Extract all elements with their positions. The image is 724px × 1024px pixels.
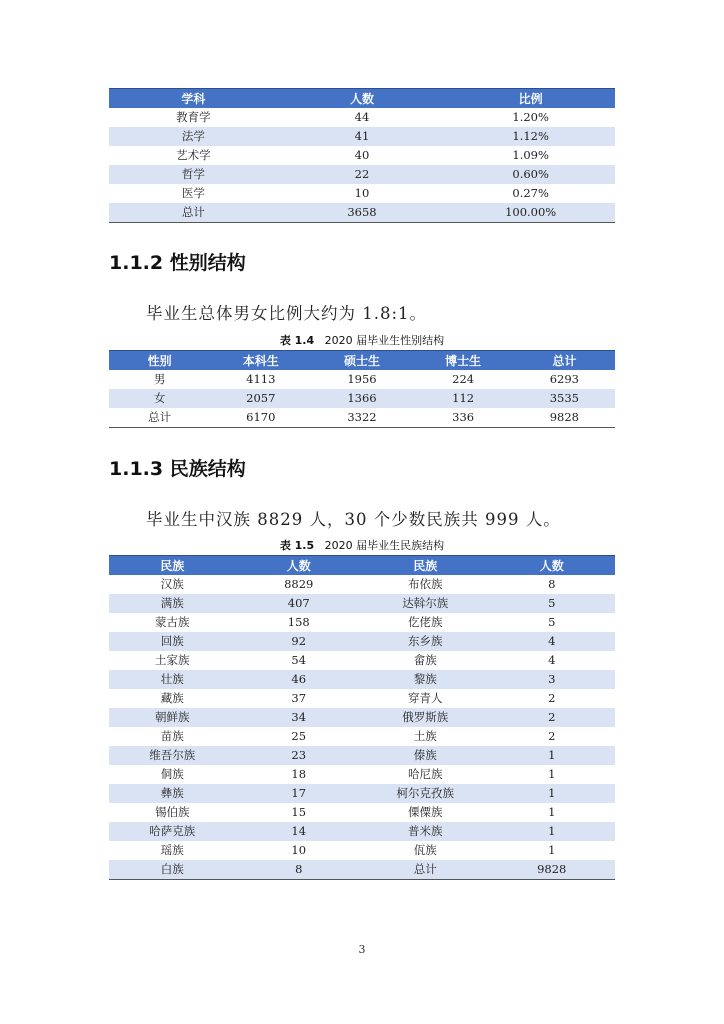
table-cell: 1 — [489, 746, 616, 765]
table-cell: 1.20% — [446, 108, 615, 127]
table-cell: 1366 — [311, 389, 412, 408]
table-cell: 东乡族 — [362, 632, 489, 651]
table-cell: 5 — [489, 613, 616, 632]
column-header: 博士生 — [413, 351, 514, 371]
table-row — [109, 184, 615, 203]
table-cell: 穿青人 — [362, 689, 489, 708]
table-cell: 朝鲜族 — [109, 708, 236, 727]
table-row — [109, 408, 615, 428]
column-header: 总计 — [514, 351, 615, 371]
table-cell: 1.09% — [446, 146, 615, 165]
table-cell: 9828 — [514, 408, 615, 428]
table-cell: 1 — [489, 784, 616, 803]
table-cell: 34 — [236, 708, 363, 727]
subject-table — [109, 88, 615, 223]
table-cell: 37 — [236, 689, 363, 708]
table-cell: 达斡尔族 — [362, 594, 489, 613]
column-header: 人数 — [278, 89, 447, 109]
table-row — [109, 613, 615, 632]
table-cell: 224 — [413, 370, 514, 389]
table-cell: 2057 — [210, 389, 311, 408]
column-header: 民族 — [109, 556, 236, 576]
table-cell: 2 — [489, 727, 616, 746]
table-cell: 哈萨克族 — [109, 822, 236, 841]
table-row — [109, 784, 615, 803]
table-cell: 维吾尔族 — [109, 746, 236, 765]
table-cell: 2 — [489, 708, 616, 727]
table-row — [109, 165, 615, 184]
table-cell: 苗族 — [109, 727, 236, 746]
table-cell: 1 — [489, 803, 616, 822]
table-cell: 10 — [236, 841, 363, 860]
table-cell: 0.27% — [446, 184, 615, 203]
table-cell: 医学 — [109, 184, 278, 203]
table-row — [109, 822, 615, 841]
table-cell: 15 — [236, 803, 363, 822]
table-cell: 4113 — [210, 370, 311, 389]
table-cell: 侗族 — [109, 765, 236, 784]
table-cell: 教育学 — [109, 108, 278, 127]
table-cell: 1.12% — [446, 127, 615, 146]
gender-table — [109, 350, 615, 428]
table-cell: 44 — [278, 108, 447, 127]
column-header: 学科 — [109, 89, 278, 109]
table-row — [109, 689, 615, 708]
ethnic-summary-text: 毕业生中汉族 8829 人，30 个少数民族共 999 人。 — [146, 510, 561, 529]
column-header: 人数 — [489, 556, 616, 576]
table-header-row — [109, 351, 615, 371]
table-cell: 佤族 — [362, 841, 489, 860]
table-cell: 4 — [489, 651, 616, 670]
table-cell: 总计 — [109, 408, 210, 428]
table-cell: 藏族 — [109, 689, 236, 708]
column-header: 硕士生 — [311, 351, 412, 371]
table-row — [109, 841, 615, 860]
table-cell: 8 — [489, 575, 616, 594]
table-row — [109, 727, 615, 746]
table-header-row — [109, 89, 615, 109]
table-cell: 1 — [489, 822, 616, 841]
table-cell: 2 — [489, 689, 616, 708]
caption-title: 2020 届毕业生民族结构 — [324, 539, 445, 552]
table-row — [109, 746, 615, 765]
table-row — [109, 670, 615, 689]
table-cell: 土族 — [362, 727, 489, 746]
column-header: 人数 — [236, 556, 363, 576]
table-cell: 土家族 — [109, 651, 236, 670]
table-cell: 3658 — [278, 203, 447, 223]
table-row — [109, 203, 615, 223]
table-cell: 4 — [489, 632, 616, 651]
table-cell: 哈尼族 — [362, 765, 489, 784]
table-header-row — [109, 556, 615, 576]
table-cell: 彝族 — [109, 784, 236, 803]
table-row — [109, 860, 615, 880]
gender-ratio-text: 毕业生总体男女比例大约为 1.8:1。 — [146, 304, 428, 323]
table-cell: 92 — [236, 632, 363, 651]
table-cell: 17 — [236, 784, 363, 803]
caption-label: 表 1.5 — [279, 539, 315, 552]
table-row — [109, 370, 615, 389]
table-cell: 54 — [236, 651, 363, 670]
table-cell: 蒙古族 — [109, 613, 236, 632]
column-header: 民族 — [362, 556, 489, 576]
table-cell: 8 — [236, 860, 363, 880]
column-header: 性别 — [109, 351, 210, 371]
ethnic-section-heading: 1.1.3 民族结构 — [109, 458, 246, 480]
table-cell: 25 — [236, 727, 363, 746]
table-cell: 112 — [413, 389, 514, 408]
table-cell: 傣族 — [362, 746, 489, 765]
table-cell: 总计 — [109, 203, 278, 223]
table-cell: 布依族 — [362, 575, 489, 594]
table-cell: 法学 — [109, 127, 278, 146]
table-row — [109, 803, 615, 822]
caption-label: 表 1.4 — [279, 334, 315, 347]
table-row — [109, 389, 615, 408]
table-cell: 瑶族 — [109, 841, 236, 860]
table-cell: 3322 — [311, 408, 412, 428]
table-cell: 40 — [278, 146, 447, 165]
table-row — [109, 108, 615, 127]
table-cell: 畲族 — [362, 651, 489, 670]
table-row — [109, 708, 615, 727]
page-number: 3 — [358, 943, 366, 956]
table-cell: 5 — [489, 594, 616, 613]
table-cell: 46 — [236, 670, 363, 689]
table-cell: 总计 — [362, 860, 489, 880]
table-cell: 8829 — [236, 575, 363, 594]
table-cell: 女 — [109, 389, 210, 408]
table-cell: 仡佬族 — [362, 613, 489, 632]
table-cell: 普米族 — [362, 822, 489, 841]
table-cell: 3 — [489, 670, 616, 689]
table-cell: 3535 — [514, 389, 615, 408]
table-cell: 白族 — [109, 860, 236, 880]
table-cell: 22 — [278, 165, 447, 184]
column-header: 本科生 — [210, 351, 311, 371]
table-cell: 158 — [236, 613, 363, 632]
table-cell: 锡伯族 — [109, 803, 236, 822]
table-cell: 艺术学 — [109, 146, 278, 165]
table-cell: 1 — [489, 765, 616, 784]
ethnic-table-caption — [109, 537, 615, 553]
table-cell: 336 — [413, 408, 514, 428]
table-cell: 41 — [278, 127, 447, 146]
table-cell: 18 — [236, 765, 363, 784]
table-cell: 100.00% — [446, 203, 615, 223]
table-cell: 哲学 — [109, 165, 278, 184]
table-row — [109, 127, 615, 146]
table-cell: 满族 — [109, 594, 236, 613]
table-cell: 男 — [109, 370, 210, 389]
table-cell: 10 — [278, 184, 447, 203]
table-cell: 1956 — [311, 370, 412, 389]
table-row — [109, 651, 615, 670]
table-cell: 柯尔克孜族 — [362, 784, 489, 803]
ethnic-table — [109, 555, 615, 880]
table-row — [109, 594, 615, 613]
table-cell: 6293 — [514, 370, 615, 389]
column-header: 比例 — [446, 89, 615, 109]
table-cell: 1 — [489, 841, 616, 860]
table-cell: 0.60% — [446, 165, 615, 184]
table-cell: 黎族 — [362, 670, 489, 689]
table-cell: 壮族 — [109, 670, 236, 689]
gender-section-heading: 1.1.2 性别结构 — [109, 252, 246, 274]
table-cell: 汉族 — [109, 575, 236, 594]
table-row — [109, 632, 615, 651]
table-cell: 9828 — [489, 860, 616, 880]
table-cell: 傈僳族 — [362, 803, 489, 822]
table-row — [109, 146, 615, 165]
table-cell: 俄罗斯族 — [362, 708, 489, 727]
table-cell: 14 — [236, 822, 363, 841]
table-cell: 6170 — [210, 408, 311, 428]
table-row — [109, 575, 615, 594]
caption-title: 2020 届毕业生性别结构 — [324, 334, 445, 347]
gender-table-caption — [109, 332, 615, 348]
table-cell: 回族 — [109, 632, 236, 651]
table-row — [109, 765, 615, 784]
table-cell: 407 — [236, 594, 363, 613]
table-cell: 23 — [236, 746, 363, 765]
